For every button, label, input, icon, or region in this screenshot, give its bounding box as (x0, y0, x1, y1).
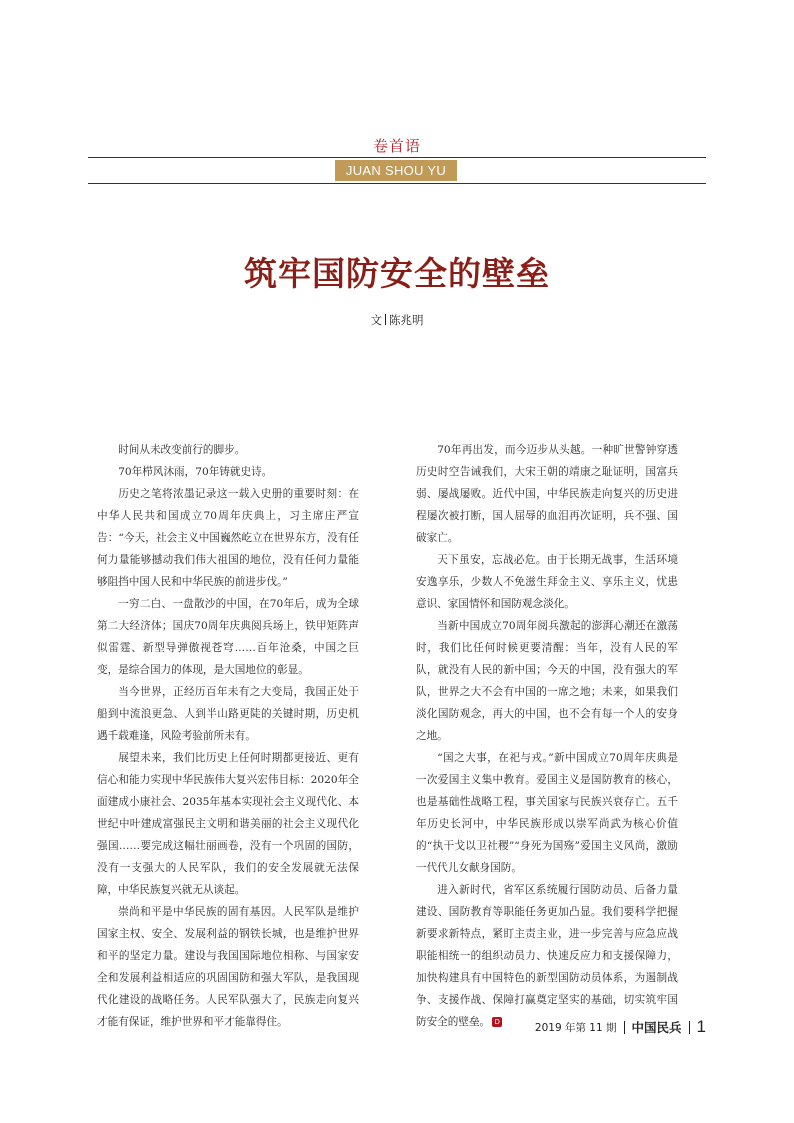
author-name: 陈兆明 (389, 313, 424, 327)
paragraph: 70年再出发，而今迈步从头越。一种旷世警钟穿透历史时空告诫我们，大宋王朝的靖康之耻证明，国富兵弱、屡战屡败。近代中国，中华民族走向复兴的历史进程屡次被打断，国人屈辱的血泪再次证明，兵不强、国破家亡。 (416, 444, 678, 544)
paragraph: 当新中国成立70周年阅兵激起的澎湃心潮还在激荡时，我们比任何时候更要清醒：当年，没有人民的军队，就没有人民的新中国；今天的中国，没有强大的军队，世界之大不会有中国的一席之地；未来，如果我们淡化国防观念，再大的中国，也不会有每一个人的安身之地。 (416, 620, 678, 742)
byline (0, 312, 794, 328)
paragraph: “国之大事，在祀与戎。”新中国成立70周年庆典是一次爱国主义集中教育。爱国主义是国防教育的核心，也是基础性战略工程，事关国家与民族兴衰存亡。五千年历史长河中，中华民族形成以崇军尚武为核心价值的“执干戈以卫社稷”“身死为国殇”爱国主义风尚，激励一代代儿女献身国防。 (416, 752, 678, 874)
header-rule-top (88, 157, 706, 158)
page-footer (535, 1018, 706, 1036)
paragraph: 一穷二白、一盘散沙的中国，在70年后，成为全球第二大经济体；国庆70周年庆典阅兵场上，铁甲矩阵声似雷霆、新型导弹傲视苍穹……百年沧桑，中国之巨变，是综合国力的体现，是大国地位的彰显。 (97, 598, 359, 676)
issue-label: 2019 年第 11 期 (534, 1021, 617, 1034)
article-column-right (416, 439, 678, 1033)
paragraph-last (416, 879, 678, 1033)
section-badge: JUAN SHOU YU (335, 160, 457, 181)
paragraph: 天下虽安，忘战必危。由于长期无战事，生活环境安逸享乐，少数人不免滋生拜金主义、享乐主义，忧患意识、家国情怀和国防观念淡化。 (416, 554, 678, 610)
paragraph: 展望未来，我们比历史上任何时期都更接近、更有信心和能力实现中华民族伟大复兴宏伟目标：2020年全面建成小康社会、2035年基本实现社会主义现代化、本世纪中叶建成富强民主文明和谐美丽的社会主义现代化强国……要完成这幅壮丽画卷，没有一个巩固的国防，没有一支强大的人民军队，我们的安全发展就无法保障，中华民族复兴就无从谈起。 (97, 752, 359, 896)
paragraph-text: 进入新时代，省军区系统履行国防动员、后备力量建设、国防教育等职能任务更加凸显。我们要科学把握新要求新特点，紧盯主责主业，进一步完善与应急应战职能相统一的组织动员力、快速反应力和支援保障力，加快构建具有中国特色的新型国防动员体系，为遏制战争、支援作战、保障打赢奠定坚实的基础，切实筑牢国防安全的壁垒。 (416, 884, 678, 1028)
end-mark-icon: D (492, 1017, 502, 1027)
section-title: 卷首语 (372, 137, 421, 155)
article-column-left (97, 439, 359, 1033)
footer-divider (624, 1021, 625, 1034)
footer-divider (689, 1021, 690, 1034)
paragraph: 时间从未改变前行的脚步。 (118, 444, 246, 456)
magazine-name: 中国民兵 (631, 1020, 682, 1035)
paragraph: 历史之笔将浓墨记录这一载入史册的重要时刻：在中华人民共和国成立70周年庆典上，习主席庄严宣告：“今天，社会主义中国巍然屹立在世界东方，没有任何力量能够撼动我们伟大祖国的地位，没有任何力量能够阻挡中国人民和中华民族的前进步伐。” (97, 488, 359, 588)
paragraph: 崇尚和平是中华民族的固有基因。人民军队是维护国家主权、安全、发展利益的钢铁长城，也是维护世界和平的坚定力量。建设与我国国际地位相称、与国家安全和发展利益相适应的巩固国防和强大军队，是我国现代化建设的战略任务。人民军队强大了，民族走向复兴才能有保证，维护世界和平才能靠得住。 (97, 906, 359, 1028)
article-title: 筑牢国防安全的壁垒 (244, 254, 550, 293)
byline-separator (385, 314, 386, 325)
header-rule-bottom (88, 183, 706, 184)
paragraph: 当今世界，正经历百年未有之大变局，我国正处于船到中流浪更急、人到半山路更陡的关键时期，历史机遇千载难逢，风险考验前所未有。 (97, 686, 359, 742)
paragraph: 70年栉风沐雨，70年铸就史诗。 (118, 466, 273, 478)
byline-prefix: 文 (370, 313, 382, 327)
page-number: 1 (696, 1017, 706, 1036)
